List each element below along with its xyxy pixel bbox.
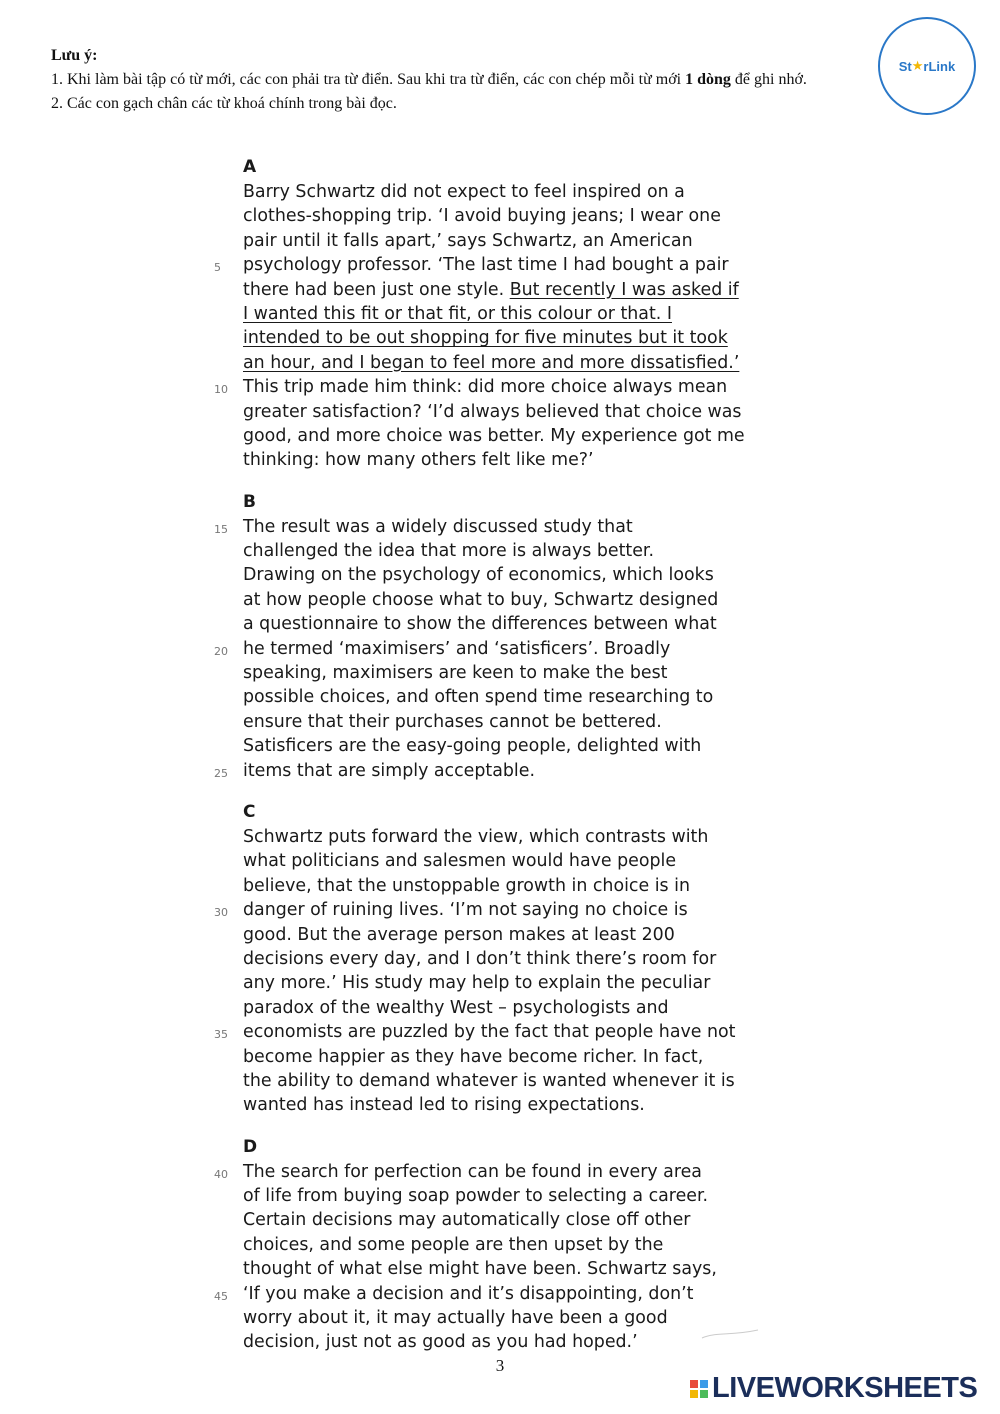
- passage-line: [200, 563, 760, 587]
- line-text: choices, and some people are then upset by the: [243, 1234, 664, 1255]
- line-number: 40: [214, 1167, 228, 1181]
- passage-line: [200, 1282, 760, 1306]
- passage-line: [200, 1306, 760, 1330]
- passage-line: [200, 971, 760, 995]
- line-text: pair until it falls apart,’ says Schwartz, an American: [243, 230, 693, 251]
- line-text: I wanted this fit or that fit, or this colour or that. I: [243, 303, 672, 324]
- line-text: any more.’ His study may help to explain the peculiar: [243, 973, 711, 994]
- line-text: Schwartz puts forward the view, which contrasts with: [243, 826, 709, 847]
- line-text: The search for perfection can be found in every area: [243, 1161, 702, 1182]
- line-text: Satisficers are the easy-going people, delighted with: [243, 736, 702, 757]
- section-gap: [200, 783, 760, 795]
- note-item-1-text: 1. Khi làm bài tập có từ mới, các con phải tra từ điển. Sau khi tra từ điển, các con chép mỗi từ mới: [51, 71, 686, 88]
- passage-line: [200, 539, 760, 563]
- passage-line: [200, 710, 760, 734]
- line-number: 15: [214, 522, 228, 536]
- line-text: what politicians and salesmen would have people: [243, 851, 677, 872]
- passage-line: [200, 351, 760, 375]
- line-text: economists are puzzled by the fact that people have not: [243, 1022, 736, 1043]
- passage-line: [200, 204, 760, 228]
- line-number: 45: [214, 1289, 228, 1303]
- section-gap: [200, 473, 760, 485]
- line-text: decisions every day, and I don’t think there’s room for: [243, 948, 717, 969]
- passage-line: [200, 947, 760, 971]
- passage-line: [200, 424, 760, 448]
- line-text: he termed ‘maximisers’ and ‘satisficers’. Broadly: [243, 638, 671, 659]
- line-text: wanted has instead led to rising expectations.: [243, 1095, 645, 1116]
- passage-line: [200, 302, 760, 326]
- logo-text-start: St: [898, 58, 912, 74]
- passage-line: [200, 612, 760, 636]
- line-number: 30: [214, 906, 228, 920]
- passage-line: [200, 898, 760, 922]
- passage-line: [200, 637, 760, 661]
- passage-line: [200, 448, 760, 472]
- line-text: psychology professor. ‘The last time I had bought a pair: [243, 255, 729, 276]
- passage-line: [200, 923, 760, 947]
- instructions-note: [51, 44, 871, 116]
- passage-line: [200, 278, 760, 302]
- passage-line: [200, 253, 760, 277]
- line-text: of life from buying soap powder to selecting a career.: [243, 1186, 709, 1207]
- passage-line: [200, 1208, 760, 1232]
- passage-line: [200, 588, 760, 612]
- line-text: challenged the idea that more is always better.: [243, 541, 654, 562]
- passage-line: [200, 1330, 760, 1354]
- line-text: thinking: how many others felt like me?’: [243, 450, 594, 471]
- passage-line: [200, 734, 760, 758]
- line-text: an hour, and I began to feel more and more dissatisfied.’: [243, 352, 740, 373]
- line-text: Drawing on the psychology of economics, which looks: [243, 565, 714, 586]
- passage-line: [200, 1233, 760, 1257]
- line-text: become happier as they have become richer. In fact,: [243, 1046, 704, 1067]
- line-text: This trip made him think: did more choice always mean: [243, 377, 728, 398]
- passage-line: [200, 759, 760, 783]
- passage-line: [200, 1020, 760, 1044]
- note-item-2: 2. Các con gạch chân các từ khoá chính trong bài đọc.: [51, 95, 397, 112]
- line-text: intended to be out shopping for five minutes but it took: [243, 328, 728, 349]
- line-text: [243, 280, 739, 300]
- logo-text-end: rLink: [923, 58, 956, 74]
- line-text: speaking, maximisers are keen to make the best: [243, 663, 668, 684]
- passage-line: [200, 1093, 760, 1117]
- section-gap: [200, 1118, 760, 1130]
- passage-line: [200, 1184, 760, 1208]
- passage-line: [200, 375, 760, 399]
- line-text: greater satisfaction? ‘I’d always believed that choice was: [243, 401, 742, 422]
- line-text: paradox of the wealthy West – psychologists and: [243, 997, 669, 1018]
- passage-line: [200, 825, 760, 849]
- passage-line: [200, 996, 760, 1020]
- passage-line: [200, 1069, 760, 1093]
- line-text: thought of what else might have been. Schwartz says,: [243, 1259, 717, 1280]
- line-text: ‘If you make a decision and it’s disappointing, don’t: [243, 1283, 694, 1304]
- starlink-logo: [878, 17, 976, 115]
- logo-star-icon: ★: [911, 58, 924, 73]
- line-text: items that are simply acceptable.: [243, 760, 535, 781]
- liveworksheets-wordmark: LIVEWORKSHEETS: [712, 1372, 978, 1404]
- liveworksheets-logo: [690, 1372, 977, 1405]
- section-heading: B: [243, 491, 256, 512]
- passage-line: [200, 1257, 760, 1281]
- passage-line: [200, 849, 760, 873]
- note-item-1: [51, 68, 871, 92]
- line-number: 5: [214, 261, 221, 275]
- line-text: Certain decisions may automatically close off other: [243, 1210, 691, 1231]
- passage-line: [200, 400, 760, 424]
- line-text: The result was a widely discussed study that: [243, 516, 633, 537]
- line-text: decision, just not as good as you had hoped.’: [243, 1332, 638, 1353]
- note-item-1-end: để ghi nhớ.: [730, 71, 807, 88]
- line-text-underlined: But recently I was asked if: [509, 279, 739, 300]
- line-text: worry about it, it may actually have been a good: [243, 1308, 668, 1329]
- line-number: 25: [214, 766, 228, 780]
- line-text: believe, that the unstoppable growth in choice is in: [243, 875, 690, 896]
- line-text-plain: there had been just one style.: [243, 279, 510, 300]
- line-text: possible choices, and often spend time researching to: [243, 687, 714, 708]
- passage-line: [200, 685, 760, 709]
- passage-line: [200, 1160, 760, 1184]
- page-number: 3: [495, 1356, 505, 1375]
- line-number: 20: [214, 644, 228, 658]
- passage-line: [200, 874, 760, 898]
- line-text: a questionnaire to show the differences between what: [243, 614, 717, 635]
- line-text: good. But the average person makes at least 200: [243, 924, 675, 945]
- line-text: ensure that their purchases cannot be bettered.: [243, 711, 662, 732]
- passage-line: [200, 326, 760, 350]
- line-text: good, and more choice was better. My experience got me: [243, 425, 745, 446]
- line-text: at how people choose what to buy, Schwartz designed: [243, 589, 719, 610]
- passage-line: [200, 229, 760, 253]
- passage-line: [200, 661, 760, 685]
- line-text: the ability to demand whatever is wanted whenever it is: [243, 1070, 735, 1091]
- note-item-1-bold: 1 dòng: [685, 71, 731, 88]
- section-heading: D: [243, 1136, 258, 1157]
- passage-line: [200, 1045, 760, 1069]
- line-number: 35: [214, 1028, 228, 1042]
- line-text: danger of ruining lives. ‘I’m not saying no choice is: [243, 900, 688, 921]
- line-text: Barry Schwartz did not expect to feel inspired on a: [243, 182, 685, 202]
- section-heading: A: [243, 157, 257, 177]
- faint-scribble-mark: [700, 1324, 760, 1344]
- section-heading: C: [243, 801, 256, 822]
- line-number: 10: [214, 383, 228, 397]
- passage-line: [200, 180, 760, 204]
- reading-passage: [200, 150, 760, 1355]
- note-title: Lưu ý:: [51, 47, 98, 64]
- line-text: clothes-shopping trip. ‘I avoid buying jeans; I wear one: [243, 206, 721, 227]
- liveworksheets-blocks-icon: [690, 1380, 708, 1398]
- passage-line: [200, 515, 760, 539]
